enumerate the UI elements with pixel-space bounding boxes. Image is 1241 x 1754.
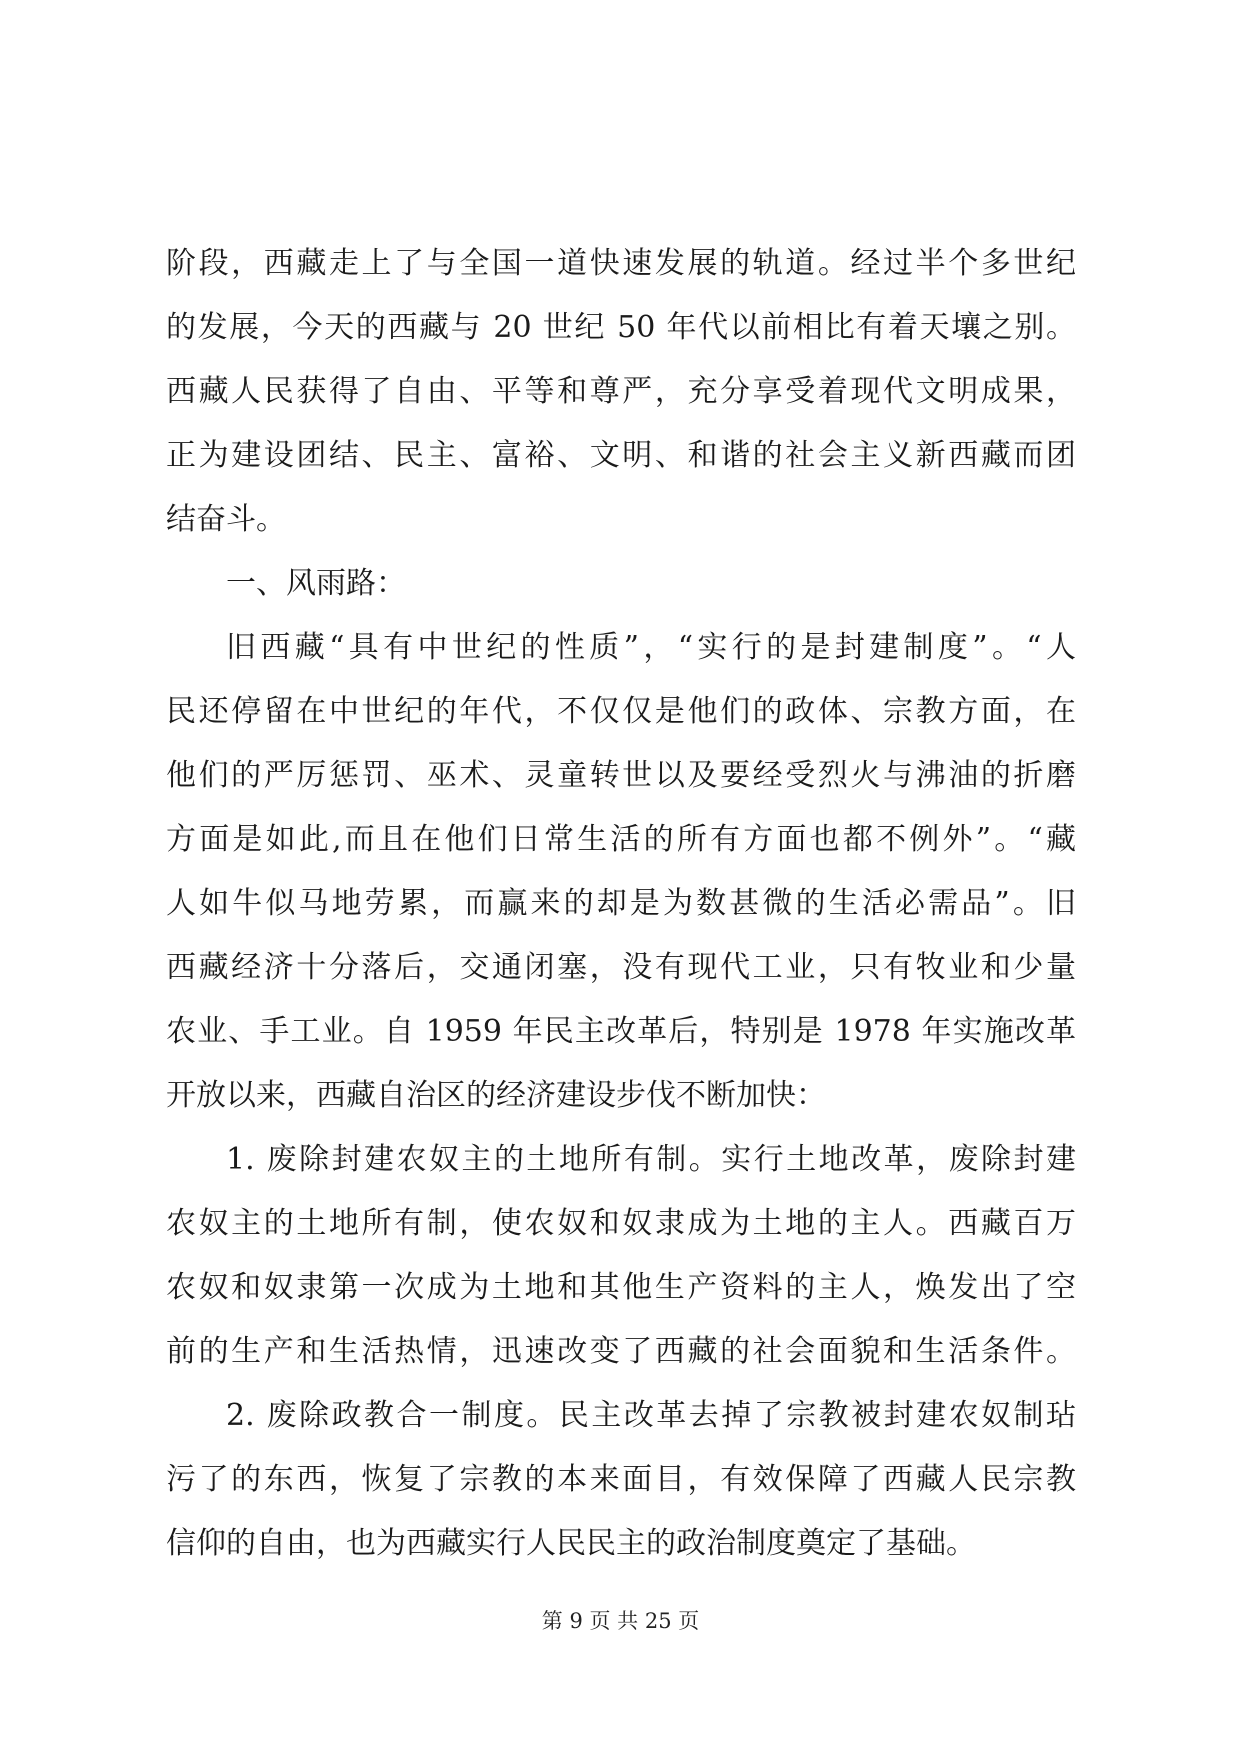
text-line: 他们的严厉惩罚、巫术、灵童转世以及要经受烈火与沸油的折磨 <box>166 758 1076 793</box>
text-line: 民还停留在中世纪的年代，不仅仅是他们的政体、宗教方面，在 <box>166 694 1076 729</box>
text-line: 阶段，西藏走上了与全国一道快速发展的轨道。经过半个多世纪 <box>166 246 1076 281</box>
text-line: 农奴主的土地所有制，使农奴和奴隶成为土地的主人。西藏百万 <box>166 1206 1076 1241</box>
text-line: 人如牛似马地劳累，而赢来的却是为数甚微的生活必需品”。旧 <box>166 886 1076 921</box>
text-line: 污了的东西，恢复了宗教的本来面目，有效保障了西藏人民宗教 <box>166 1462 1076 1497</box>
text-line: 开放以来，西藏自治区的经济建设步伐不断加快： <box>166 1078 826 1113</box>
text-line: 农业、手工业。自 1959 年民主改革后，特别是 1978 年实施改革 <box>166 1014 1076 1049</box>
text-line: 结奋斗。 <box>166 502 286 537</box>
text-line: 前的生产和生活热情，迅速改变了西藏的社会面貌和生活条件。 <box>166 1334 1076 1369</box>
text-line: 正为建设团结、民主、富裕、文明、和谐的社会主义新西藏而团 <box>166 438 1076 473</box>
text-line: 方面是如此,而且在他们日常生活的所有方面也都不例外”。“藏 <box>166 822 1076 857</box>
text-line: 农奴和奴隶第一次成为土地和其他生产资料的主人，焕发出了空 <box>166 1270 1076 1305</box>
text-line: 西藏经济十分落后，交通闭塞，没有现代工业，只有牧业和少量 <box>166 950 1076 985</box>
list-item-2: 2. 废除政教合一制度。民主改革去掉了宗教被封建农奴制玷 <box>226 1398 1076 1433</box>
body-text <box>166 232 1076 1576</box>
text-line: 的发展，今天的西藏与 20 世纪 50 年代以前相比有着天壤之别。 <box>166 310 1076 345</box>
text-line: 信仰的自由，也为西藏实行人民民主的政治制度奠定了基础。 <box>166 1526 976 1561</box>
page-number-footer: 第 9 页 共 25 页 <box>541 1609 700 1633</box>
section-heading: 一、风雨路： <box>226 566 406 601</box>
text-line: 西藏人民获得了自由、平等和尊严，充分享受着现代文明成果， <box>166 374 1076 409</box>
list-item-1: 1. 废除封建农奴主的土地所有制。实行土地改革，废除封建 <box>226 1142 1076 1177</box>
paragraph-first-line: 旧西藏“具有中世纪的性质”，“实行的是封建制度”。“人 <box>226 630 1076 665</box>
